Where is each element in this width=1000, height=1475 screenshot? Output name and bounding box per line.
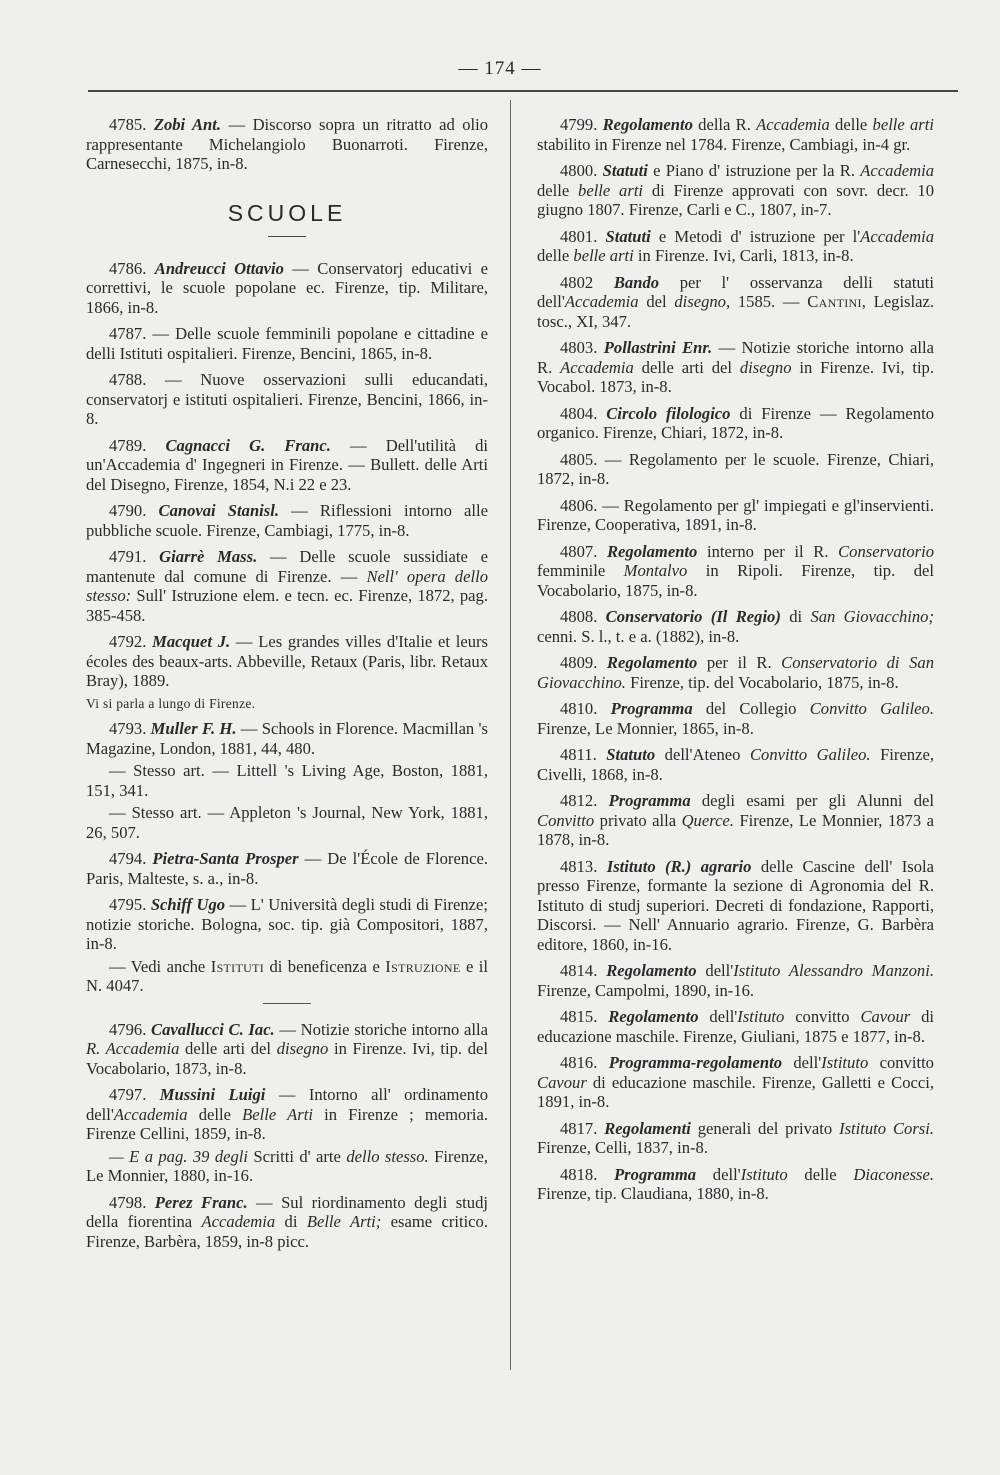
entry-4815: 4815. Regolamento dell'Istituto convitto Cavour di educazione maschile. Firenze, Giuliani, 1875 e 1877, in-8. — [537, 1007, 934, 1046]
entry-4811: 4811. Statuto dell'Ateneo Convitto Galileo. Firenze, Civelli, 1868, in-8. — [537, 745, 934, 784]
separator — [263, 1003, 311, 1004]
left-column — [86, 115, 488, 1258]
entry-4805: 4805. — Regolamento per le scuole. Firenze, Chiari, 1872, in-8. — [537, 449, 934, 488]
page-number: — 174 — — [458, 58, 542, 79]
entry-4814: 4814. Regolamento dell'Istituto Alessandro Manzoni. Firenze, Campolmi, 1890, in-16. — [537, 961, 934, 1000]
entry-4816: 4816. Programma-regolamento dell'Istituto convitto Cavour di educazione maschile. Firenze, Galletti e Cocci, 1891, in-8. — [537, 1053, 934, 1111]
section-title: SCUOLE — [227, 199, 347, 226]
entry-4800: 4800. Statuti e Piano d' istruzione per la R. Accademia delle belle arti di Firenze approvati con sovr. decr. 10 giugno 1807. Firenze, Carli e C., 1807, in-7. — [537, 161, 934, 219]
entry-4797-cont: — E a pag. 39 degli Scritti d' arte dello stesso. Firenze, Le Monnier, 1880, in-16. — [86, 1146, 488, 1185]
entry-4812: 4812. Programma degli esami per gli Alunni del Convitto privato alla Querce. Firenze, Le Monnier, 1873 a 1878, in-8. — [537, 791, 935, 849]
entry-4796: 4796. Cavallucci C. Iac. — Notizie storiche intorno alla R. Accademia delle arti del disegno in Firenze. Ivi, tip. del Vocabolario, 1873, in-8. — [86, 1019, 488, 1078]
entry-4807: 4807. Regolamento interno per il R. Conservatorio femminile Montalvo in Ripoli. Firenze, tip. del Vocabolario, 1875, in-8. — [537, 541, 934, 600]
entry-4803: 4803. Pollastrini Enr. — Notizie storiche intorno alla R. Accademia delle arti del disegno in Firenze. Ivi, tip. Vocabol. 1873, in-8. — [537, 338, 935, 396]
entry-4787: 4787. — Delle scuole femminili popolane e cittadine e delli Istituti ospitalieri. Firenze, Bencini, 1865, in-8. — [86, 324, 488, 363]
header-rule — [88, 90, 958, 92]
entry-4809: 4809. Regolamento per il R. Conservatorio di San Giovacchino. Firenze, tip. del Vocabolario, 1875, in-8. — [537, 653, 934, 692]
entry-4810: 4810. Programma del Collegio Convitto Galileo. Firenze, Le Monnier, 1865, in-8. — [537, 699, 934, 738]
entry-4817: 4817. Regolamenti generali del privato Istituto Corsi. Firenze, Celli, 1837, in-8. — [537, 1118, 934, 1157]
entry-4802: 4802 Bando per l' osservanza delli statuti dell'Accademia del disegno, 1585. — Cantini, Legislaz. tosc., XI, 347. — [537, 272, 935, 331]
entry-4789: 4789. Cagnacci G. Franc. — Dell'utilità di un'Accademia d' Ingegneri in Firenze. — Bullett. delle Arti del Disegno, Firenze, 1854, N.i 22 e 23. — [86, 435, 488, 494]
entry-4801: 4801. Statuti e Metodi d' istruzione per l'Accademia delle belle arti in Firenze. Ivi, Carli, 1813, in-8. — [537, 226, 934, 265]
column-divider — [510, 100, 511, 1370]
entry-4797: 4797. Mussini Luigi — Intorno all' ordinamento dell'Accademia delle Belle Arti in Firenze ; memoria. Firenze Cellini, 1859, in-8. — [86, 1085, 488, 1143]
entry-4785: 4785. Zobi Ant. — Discorso sopra un ritratto ad olio rappresentante Michelangiolo Buonarroti. Firenze, Carnesecchi, 1875, in-8. — [86, 115, 489, 173]
entry-4793: 4793. Muller F. H. — Schools in Florence. Macmillan 's Magazine, London, 1881, 44, 480. — [86, 719, 488, 758]
right-column — [537, 115, 934, 1211]
entry-4813: 4813. Istituto (R.) agrario delle Cascine dell' Isola presso Firenze, formante la sezione di Agronomia del R. Istituto di studj superiori. Decreti di fondazione, Rapporti, Discorsi. — Nell' Annuario agrario. Firenze, G. Barbèra editore, 1860, in-16. — [537, 856, 934, 954]
entry-4792-note: Vi si parla a lungo di Firenze. — [86, 695, 256, 711]
entry-4792: 4792. Macquet J. — Les grandes villes d'Italie et leurs écoles des beaux-arts. Abbeville, Retaux (Paris, libr. Retaux Bray), 1889. — [86, 632, 488, 690]
title-ornament — [86, 227, 488, 247]
entry-4794: 4794. Pietra-Santa Prosper — De l'École de Florence. Paris, Malteste, s. a., in-8. — [86, 849, 488, 888]
entry-4793-cont-1: — Stesso art. — Littell 's Living Age, Boston, 1881, 151, 341. — [86, 761, 488, 800]
entry-4793-cont-2: — Stesso art. — Appleton 's Journal, New York, 1881, 26, 507. — [86, 803, 488, 842]
entry-4799: 4799. Regolamento della R. Accademia delle belle arti stabilito in Firenze nel 1784. Firenze, Cambiagi, in-4 gr. — [537, 115, 934, 154]
entry-4790: 4790. Canovai Stanisl. — Riflessioni intorno alle pubbliche scuole. Firenze, Cambiagi, 1775, in-8. — [86, 501, 488, 540]
entry-4808: 4808. Conservatorio (Il Regio) di San Giovacchino; cenni. S. l., t. e a. (1882), in-8. — [537, 607, 934, 646]
entry-4804: 4804. Circolo filologico di Firenze — Regolamento organico. Firenze, Chiari, 1872, in-8. — [537, 403, 934, 442]
entry-4788: 4788. — Nuove osservazioni sulli educandati, conservatorj e istituti ospitalieri. Firenze, Bencini, 1866, in-8. — [86, 370, 488, 428]
entry-4818: 4818. Programma dell'Istituto delle Diaconesse. Firenze, tip. Claudiana, 1880, in-8. — [537, 1164, 935, 1203]
entry-4798: 4798. Perez Franc. — Sul riordinamento degli studj della fiorentina Accademia di Belle Arti; esame critico. Firenze, Barbèra, 1859, in-8 picc. — [86, 1192, 488, 1251]
entry-4791: 4791. Giarrè Mass. — Delle scuole sussidiate e mantenute dal comune di Firenze. — Nell' opera dello stesso: Sull' Istruzione elem. e tecn. ec. Firenze, 1872, pag. 385-458. — [86, 547, 488, 625]
entry-4806: 4806. — Regolamento per gl' impiegati e gl'inservienti. Firenze, Cooperativa, 1891, in-8. — [537, 495, 934, 534]
entry-4795: 4795. Schiff Ugo — L' Università degli studi di Firenze; notizie storiche. Bologna, soc. tip. già Compositori, 1887, in-8. — [86, 895, 488, 953]
entry-4795-cont: — Vedi anche Istituti di beneficenza e Istruzione e il N. 4047. — [86, 956, 488, 995]
entry-4786: 4786. Andreucci Ottavio — Conservatorj educativi e correttivi, le scuole popolane ec. Firenze, tip. Militare, 1866, in-8. — [86, 258, 488, 317]
